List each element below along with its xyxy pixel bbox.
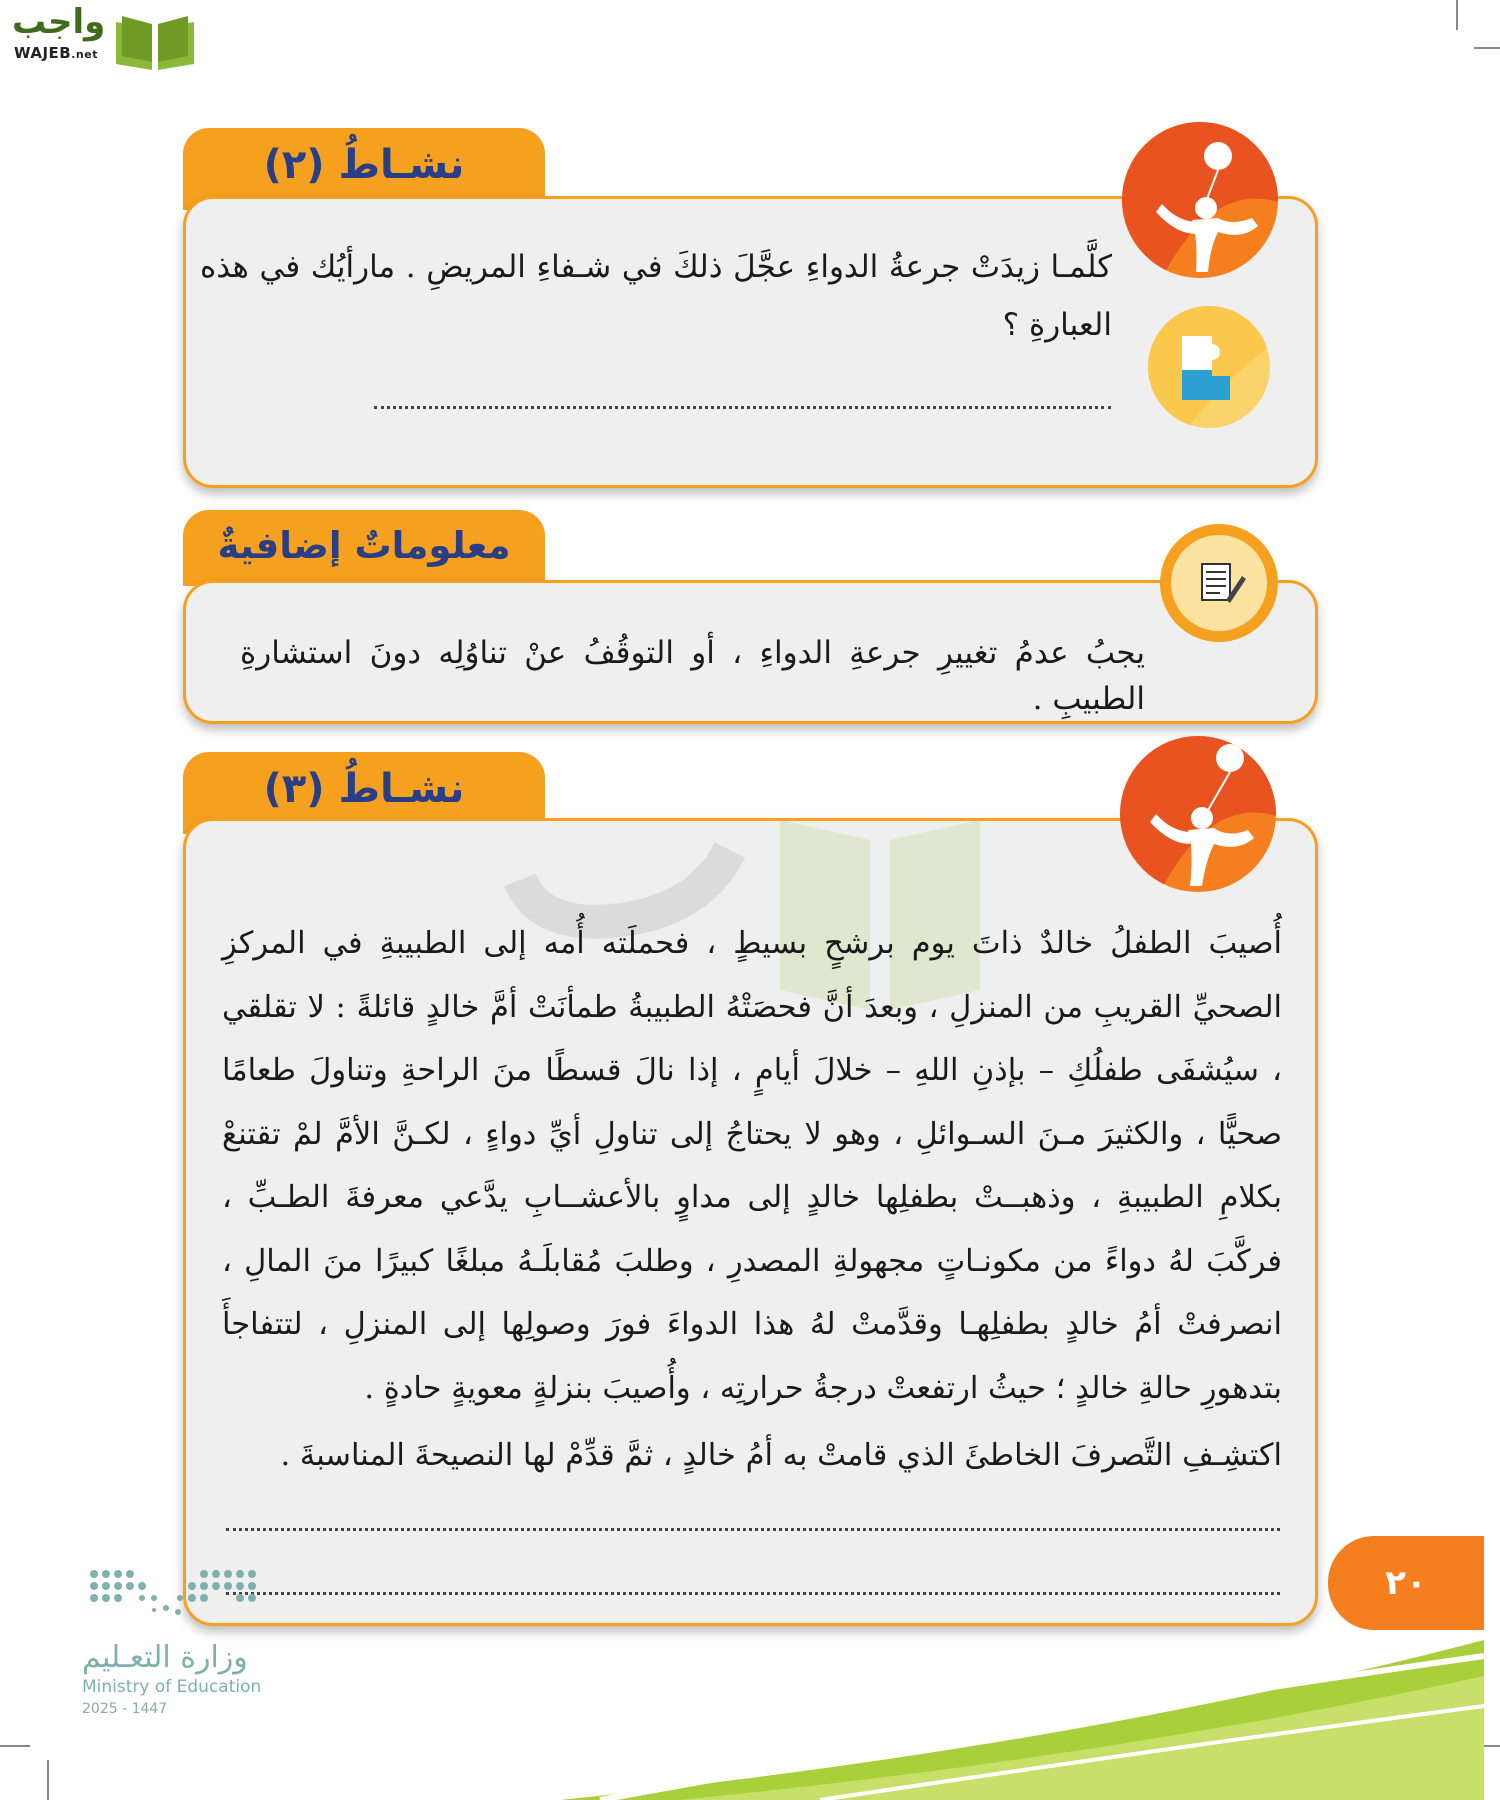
answer-line[interactable] (226, 1592, 1280, 1595)
decorative-swoosh (560, 1636, 1500, 1800)
crop-mark (1456, 0, 1458, 30)
balloon-child-icon (1122, 122, 1278, 278)
crop-mark (1474, 47, 1500, 49)
ministry-english: Ministry of Education (82, 1677, 262, 1697)
answer-line[interactable] (226, 1528, 1280, 1531)
extra-info-title: معلوماتٌ إضافيةٌ (183, 510, 545, 586)
ministry-logo (82, 1640, 282, 1717)
activity3-question: اكتشِـفِ التَّصرفَ الخاطئَ الذي قامتْ به أمُ خالدٍ ، ثمَّ قدِّمْ لها النصيحةَ المناسبةَ . (280, 1438, 1282, 1473)
notes-icon (1160, 524, 1278, 642)
answer-line[interactable] (374, 406, 1111, 409)
puzzle-icon (1148, 306, 1270, 428)
crop-mark (0, 1745, 30, 1747)
balloon-child-icon (1120, 736, 1276, 892)
ministry-arabic: وزارة التعـليم (82, 1640, 248, 1675)
site-logo[interactable] (12, 2, 192, 68)
activity2-title: نشـاطُ (٢) (183, 128, 545, 210)
site-logo-english: WAJEB.net (14, 44, 98, 62)
site-logo-arabic: واجب (12, 2, 106, 42)
ministry-year: 2025 - 1447 (82, 1701, 168, 1717)
activity3-story: أُصيبَ الطفلُ خالدٌ ذاتَ يوم برشحٍ بسيطٍ ، فحملَته أُمه إلى الطبيبةِ في المركزِ الصحيِّ القريبِ من المنزلِ ، وبعدَ أنَّ فحصَتْهُ الطبيبةُ طمأنَتْ أمَّ خالدٍ قائلةً : لا تقلقي ، سيُشفَى طفلُكِ – بإذنِ اللهِ – خلالَ أيامٍ ، إذا نالَ قسطًا منَ الراحةِ وتناولَ طعامًا صحيًّا ، والكثيرَ مـنَ السـوائلِ ، وهو لا يحتاجُ إلى تناولِ أيِّ دواءٍ ، لكـنَّ الأمَّ لمْ تقتنعْ بكلامِ الطبيبةِ ، وذهبــتْ بطفلِها خالدٍ إلى مداوٍ بالأعشــابِ يدَّعي معرفةَ الطـبِّ ، فركَّبَ لهُ دواءً من مكونـاتٍ مجهولةِ المصدرِ ، وطلبَ مُقابلَـهُ مبلغًا كبيرًا منَ المالِ ، انصرفتْ أمُ خالدٍ بطفلِهـا وقدَّمتْ لهُ هذا الدواءَ فورَ وصولِها إلى المنزلِ ، لتتفاجأَ بتدهورِ حالةِ خالدٍ ؛ حيثُ ارتفعتْ درجةُ حرارتِه ، وأُصيبَ بنزلةٍ معويةٍ حادةٍ . (222, 926, 1282, 1406)
activity2-paragraph: كلَّمـا زيدَتْ جرعةُ الدواءِ عجَّلَ ذلكَ في شـفاءِ المريضِ . مارأيُك في هذه العبارةِ ؟ (200, 249, 1112, 343)
book-logo-icon (112, 12, 198, 72)
page-number: ٢٠ (1328, 1536, 1484, 1630)
ministry-dots-logo (84, 1564, 274, 1630)
activity3-title: نشـاطُ (٣) (183, 752, 545, 834)
crop-mark (47, 1760, 49, 1800)
extra-info-text: يجبُ عدمُ تغييرِ جرعةِ الدواءِ ، أو التوقُفُ عنْ تناوُلِه دونَ استشارةِ الطبيبِ . (240, 635, 1145, 717)
